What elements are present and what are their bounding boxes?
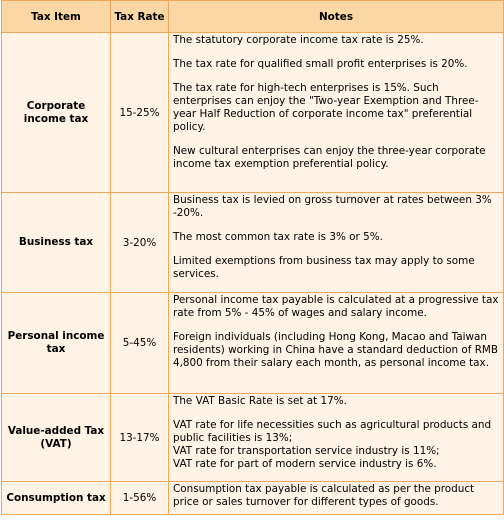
header-tax-rate: Tax Rate [111,1,169,33]
table-row [2,394,504,482]
tax-item-cell: Business tax [2,193,111,293]
note-paragraph: Consumption tax payable is calculated as per the product price or sales turnover for different types of goods. [173,483,475,508]
tax-rate-cell: 3-20% [111,193,169,293]
header-tax-item: Tax Item [2,1,111,33]
tax-rate-cell: 5-45% [111,293,169,394]
tax-item-cell: Consumption tax [2,482,111,515]
note-paragraph: The VAT Basic Rate is set at 17%. [173,395,347,407]
tax-table [1,0,504,515]
tax-item-cell: Personal income tax [2,293,111,394]
notes-cell [169,193,504,293]
note-paragraph: VAT rate for life necessities such as agricultural products and public facilities is 13%; [173,419,492,444]
note-paragraph: The tax rate for qualified small profit enterprises is 20%. [173,58,468,70]
note-paragraph: The tax rate for high-tech enterprises is 15%. Such enterprises can enjoy the "Two-year Exemption and Three-year Half Reduction of corporate income tax" preferential policy. [173,82,479,133]
table-row [2,193,504,293]
notes-cell [169,33,504,193]
note-paragraph: The most common tax rate is 3% or 5%. [173,231,383,243]
note-paragraph: Foreign individuals (including Hong Kong, Macao and Taiwan residents) working in China have a standard deduction of RMB 4,800 from their salary each month, as personal income tax. [173,331,499,369]
header-notes: Notes [169,1,504,33]
tax-item-cell: Value-added Tax (VAT) [2,394,111,482]
note-paragraph: VAT rate for transportation service industry is 11%; [173,445,440,457]
note-paragraph: Limited exemptions from business tax may apply to some services. [173,255,475,280]
table-row [2,293,504,394]
note-paragraph: The statutory corporate income tax rate is 25%. [173,34,424,46]
note-paragraph: Business tax is levied on gross turnover at rates between 3% -20%. [173,194,492,219]
tax-rate-cell: 15-25% [111,33,169,193]
notes-cell [169,293,504,394]
notes-cell [169,394,504,482]
table-row [2,482,504,515]
note-paragraph: VAT rate for part of modern service industry is 6%. [173,458,437,470]
tax-rate-cell: 13-17% [111,394,169,482]
tax-rate-cell: 1-56% [111,482,169,515]
note-paragraph: Personal income tax payable is calculated at a progressive tax rate from 5% - 45% of wages and salary income. [173,294,499,319]
note-paragraph: New cultural enterprises can enjoy the three-year corporate income tax exemption preferential policy. [173,145,486,170]
header-row [2,1,504,33]
table-row [2,33,504,193]
tax-item-cell: Corporate income tax [2,33,111,193]
notes-cell [169,482,504,515]
